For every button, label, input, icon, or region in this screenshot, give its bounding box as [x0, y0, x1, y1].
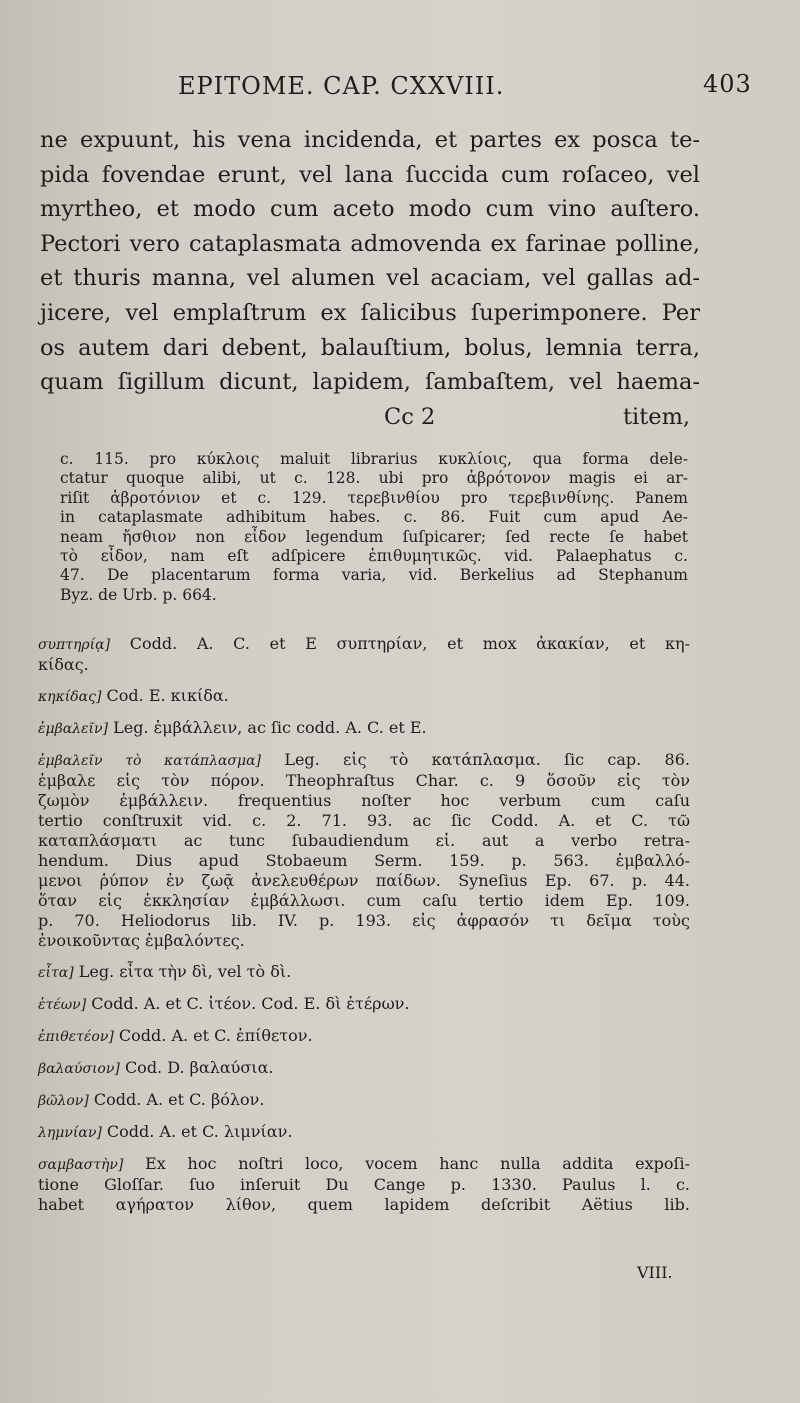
apparatus-entry	[38, 718, 690, 739]
entry-text: Cod. D. βαλαύσια.	[124, 1058, 274, 1077]
entry-text: Leg. ἐμβάλλειν, ac ſic codd. A. C. et E.	[113, 718, 427, 737]
note-line: 47. De placentarum forma varia, vid. Berkelius ad Stephanum	[60, 566, 688, 585]
apparatus-entry	[38, 962, 690, 983]
entry-line	[38, 750, 690, 771]
entry-text: Codd. A. C. et E συπτηρίαν, et mox ἀκακίαν, et κη-	[129, 634, 690, 653]
entry-lemma: ἑτέων]	[38, 997, 87, 1013]
note-line: Byz. de Urb. p. 664.	[60, 585, 217, 604]
page-number: 403	[703, 70, 752, 98]
entry-line	[38, 634, 690, 655]
text-line: ne expuunt, his vena incidenda, et partes ex posca te-	[40, 127, 700, 153]
entry-lemma: σαμβαστὴν]	[38, 1157, 124, 1173]
entry-text: Codd. A. et C. ἰτέον. Cod. E. δὶ ἑτέρων.	[91, 994, 410, 1013]
entry-line: κίδας.	[38, 655, 89, 674]
entry-line	[38, 1058, 690, 1079]
entry-text: Leg. εἶτα τὴν δὶ, vel τὸ δὶ.	[78, 962, 292, 981]
entry-line: καταπλάσματι ac tunc ſubaudiendum εἰ. aut a verbo retra-	[38, 831, 690, 850]
entry-text: Leg. εἰς τὸ κατάπλασμα. ſic cap. 86.	[284, 750, 690, 769]
entry-line	[38, 1026, 690, 1047]
note-line: c. 115. pro κύκλοις maluit librarius κυκλίοις, qua forma dele-	[60, 450, 688, 468]
entry-line: p. 70. Heliodorus lib. IV. p. 193. εἰς ἀφρασόν τι δεῖμα τοὺς	[38, 911, 690, 930]
entry-text: Codd. A. et C. βόλον.	[93, 1090, 265, 1109]
entry-line: ὅταν εἰς ἐκκλησίαν ἐμβάλλωσι. cum caſu tertio idem Ep. 109.	[38, 891, 690, 910]
text-line: myrtheo, et modo cum aceto modo cum vino auſtero.	[40, 196, 700, 223]
apparatus-entry	[38, 1058, 690, 1079]
entry-line	[38, 1090, 690, 1111]
signature-mark: Cc 2	[384, 403, 436, 430]
apparatus-entry	[38, 1026, 690, 1047]
entry-line	[38, 1154, 690, 1175]
entry-text: Ex hoc noſtri loco, vocem hanc nulla addita expoſi-	[145, 1154, 690, 1173]
note-line: riſit ἀβροτόνιον et c. 129. τερεβινθίου pro τερεβινθίνης. Panem	[60, 488, 688, 507]
entry-line: μενοι ῥύπον ἐν ζωᾷ ἀνελευθέρων παίδων. Syneſius Ep. 67. p. 44.	[38, 871, 690, 890]
apparatus-entry	[38, 686, 690, 707]
apparatus-entry	[38, 750, 690, 951]
signature-row	[40, 400, 700, 434]
entry-line: ζωμὸν ἐμβάλλειν. frequentius noſter hoc verbum cum caſu	[38, 791, 690, 810]
apparatus-entry	[38, 1090, 690, 1111]
entry-lemma: συπτηρίᾳ]	[38, 637, 111, 653]
catchword: titem,	[623, 403, 691, 430]
entry-lemma: ἐμβαλεῖν]	[38, 721, 109, 737]
running-title: EPITOME. CAP. CXXVIII.	[178, 72, 505, 100]
entry-line	[38, 994, 690, 1015]
apparatus-entry	[38, 1154, 690, 1215]
note-line: in cataplasmate adhibitum habes. c. 86. Fuit cum apud Ae-	[60, 508, 688, 527]
entry-line	[38, 718, 690, 739]
entry-line: habet αγήρατον λίθον, quem lapidem deſcribit Aëtius lib.	[38, 1195, 690, 1214]
note-line: neam ἤσθιον non εἶδον legendum ſuſpicarer; ſed recte ſe habet	[60, 527, 688, 546]
entry-line	[38, 1122, 690, 1143]
entry-line: hendum. Dius apud Stobaeum Serm. 159. p. 563. ἐμβαλλό-	[38, 851, 690, 870]
text-line: os autem dari debent, balauſtium, bolus, lemnia terra,	[40, 334, 700, 361]
apparatus-entry	[38, 634, 690, 675]
apparatus-entry	[38, 1122, 690, 1143]
note-line: τὸ εἶδον, nam eſt adſpicere ἐπιθυμητικῶς. vid. Palaephatus c.	[60, 547, 688, 566]
entry-line: ἐμβαλε εἰς τὸν πόρον. Theophraſtus Char. c. 9 ὅσου̃ν εἰς τὸν	[38, 771, 690, 790]
footnote-block	[60, 450, 688, 605]
entry-lemma: ἐμβαλεῖν τὸ κατάπλασμα]	[38, 753, 261, 769]
entry-text: Codd. A. et C. ἐπίθετον.	[118, 1026, 313, 1045]
entry-line	[38, 962, 690, 983]
note-line: ctatur quoque alibi, ut c. 128. ubi pro ἀβρότονον magis ei ar-	[60, 469, 688, 488]
entry-line	[38, 686, 690, 707]
text-line: et thuris manna, vel alumen vel acaciam, vel gallas ad-	[40, 265, 700, 292]
entry-line: ἐνοικοῦντας ἐμβαλόντες.	[38, 931, 245, 950]
entry-lemma: λημνίαν]	[38, 1125, 102, 1141]
text-line: quam ſigillum dicunt, lapidem, ſambaſtem, vel haema-	[40, 369, 700, 396]
apparatus-entries	[38, 634, 690, 1226]
running-header	[0, 62, 800, 106]
page-catchword: VIII.	[637, 1263, 673, 1282]
apparatus-entry	[38, 994, 690, 1015]
entry-lemma: ἐπιθετέον]	[38, 1029, 114, 1045]
main-text	[40, 123, 700, 434]
text-line: Pectori vero cataplasmata admovenda ex farinae polline,	[40, 230, 700, 257]
entry-lemma: κηκίδας]	[38, 689, 102, 705]
entry-lemma: εἶτα]	[38, 965, 74, 981]
entry-line: tione Gloſſar. ſuo inſeruit Du Cange p. 1330. Paulus l. c.	[38, 1175, 690, 1194]
entry-lemma: βῶλον]	[38, 1093, 89, 1109]
entry-line: tertio conſtruxit vid. c. 2. 71. 93. ac ſic Codd. A. et C. τῶ	[38, 811, 690, 830]
text-line: jicere, vel emplaſtrum ex ſalicibus ſuperimponere. Per	[40, 299, 700, 326]
entry-text: Cod. E. κικίδα.	[106, 686, 229, 705]
entry-text: Codd. A. et C. λιμνίαν.	[106, 1122, 293, 1141]
entry-lemma: βαλαύσιον]	[38, 1061, 120, 1077]
text-line: pida fovendae erunt, vel lana ſuccida cum roſaceo, vel	[40, 161, 700, 188]
